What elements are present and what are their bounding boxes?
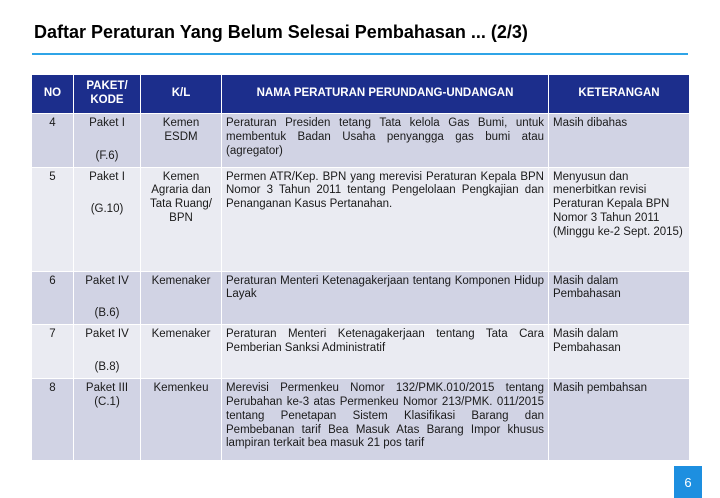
table-row [32, 271, 690, 325]
table-header-row [32, 75, 690, 114]
paket-name: Paket I [89, 117, 125, 129]
title-divider [32, 53, 688, 55]
cell-keterangan: Masih dalam Pembahasan [549, 271, 690, 325]
paket-name: Paket III [85, 382, 129, 395]
cell-no: 6 [32, 271, 74, 325]
header-keterangan: KETERANGAN [549, 75, 690, 114]
paket-code: (F.6) [95, 149, 119, 162]
cell-no: 8 [32, 379, 74, 461]
cell-paket [74, 167, 141, 271]
cell-kl: Kemen ESDM [141, 114, 222, 168]
cell-kl: Kemenkeu [141, 379, 222, 461]
cell-kl: Kemenaker [141, 271, 222, 325]
paket-code: (B.6) [94, 307, 120, 320]
header-nama: NAMA PERATURAN PERUNDANG-UNDANGAN [222, 75, 549, 114]
slide-title: Daftar Peraturan Yang Belum Selesai Pembahasan ... (2/3) [34, 22, 528, 42]
cell-nama: Peraturan Presiden tetang Tata kelola Gas Bumi, untuk membentuk Badan Usaha penyangga gas bumi atau (agregator) [222, 114, 549, 168]
cell-nama: Peraturan Menteri Ketenagakerjaan tentang Komponen Hidup Layak [222, 271, 549, 325]
paket-code: (G.10) [90, 203, 124, 216]
cell-paket [74, 325, 141, 379]
cell-keterangan: Masih dibahas [549, 114, 690, 168]
cell-keterangan: Masih dalam Pembahasan [549, 325, 690, 379]
cell-kl: Kemenaker [141, 325, 222, 379]
paket-code: (B.8) [94, 360, 120, 373]
header-no: NO [32, 75, 74, 114]
header-paket-line2: KODE [90, 94, 124, 106]
cell-keterangan: Masih pembahsan [549, 379, 690, 461]
cell-paket [74, 379, 141, 461]
cell-no: 4 [32, 114, 74, 168]
paket-code: (C.1) [94, 395, 120, 408]
cell-nama: Permen ATR/Kep. BPN yang merevisi Peraturan Kepala BPN Nomor 3 Tahun 2011 tentang Pengelolaan Pengkajian dan Penanganan Kasus Pertanahan. [222, 167, 549, 271]
header-paket [74, 75, 141, 114]
paket-name: Paket IV [85, 274, 129, 287]
cell-nama: Merevisi Permenkeu Nomor 132/PMK.010/2015 tentang Perubahan ke-3 atas Permenkeu Nomor 213/PMK. 011/2015 tentang Penetapan Sistem Klasifikasi Barang dan Pembebanan tarif Bea Masuk Atas Barang Impor khusus lampiran terkait bea masuk 21 pos tarif [222, 379, 549, 461]
regulation-table [31, 74, 690, 461]
table-row [32, 325, 690, 379]
table-row [32, 167, 690, 271]
paket-name: Paket IV [85, 328, 129, 341]
cell-paket [74, 271, 141, 325]
table-row [32, 114, 690, 168]
cell-nama: Peraturan Menteri Ketenagakerjaan tentang Tata Cara Pemberian Sanksi Administratif [222, 325, 549, 379]
page-number-badge: 6 [674, 466, 702, 498]
cell-no: 7 [32, 325, 74, 379]
cell-kl: Kemen Agraria dan Tata Ruang/ BPN [141, 167, 222, 271]
cell-paket [74, 114, 141, 168]
cell-keterangan: Menyusun dan menerbitkan revisi Peraturan Kepala BPN Nomor 3 Tahun 2011 (Minggu ke-2 Sept. 2015) [549, 167, 690, 271]
header-paket-line1: PAKET/ [86, 80, 128, 93]
table-row [32, 379, 690, 461]
header-kl: K/L [141, 75, 222, 114]
cell-no: 5 [32, 167, 74, 271]
paket-name: Paket I [89, 170, 125, 183]
